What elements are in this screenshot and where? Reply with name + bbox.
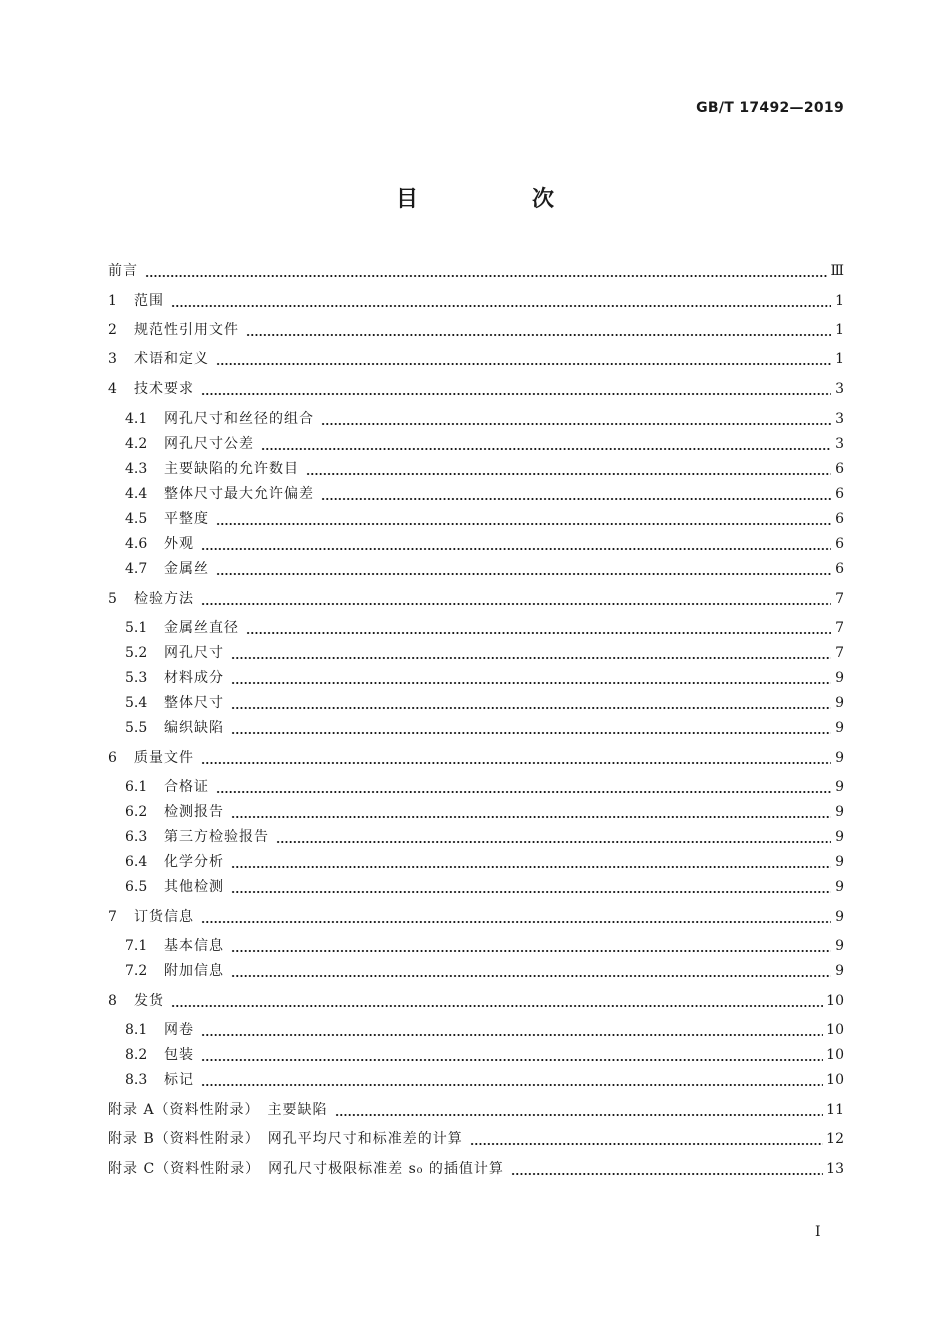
toc-entry-title: 检验方法 [134, 591, 194, 607]
toc-entry-page: 9 [835, 779, 844, 795]
dot-leader [216, 780, 831, 794]
toc-entry-page: 10 [826, 1072, 844, 1088]
toc-entry-number: 8 [108, 993, 117, 1009]
toc-entry-title: 基本信息 [164, 938, 224, 954]
toc-entry-title: 编织缺陷 [164, 720, 224, 736]
dot-leader [231, 805, 831, 819]
toc-entry-title: 发货 [134, 993, 164, 1009]
toc-entry-title: 网孔尺寸公差 [164, 436, 254, 452]
toc-entry-title: 术语和定义 [134, 351, 209, 367]
dot-leader [321, 412, 831, 426]
toc-entry[interactable] [125, 643, 844, 663]
toc-entry[interactable] [108, 261, 844, 281]
toc-entry-title: 外观 [164, 536, 194, 552]
toc-entry-number: 4.6 [125, 536, 148, 552]
dot-leader [231, 721, 831, 735]
toc-entry-title: 网卷 [164, 1022, 194, 1038]
toc-entry[interactable] [125, 534, 844, 554]
toc-entry-page: 9 [835, 804, 844, 820]
toc-entry-number: 5.5 [125, 720, 148, 736]
toc-entry-title: 附录 B（资料性附录） 网孔平均尺寸和标准差的计算 [108, 1131, 463, 1147]
toc-entry[interactable] [108, 907, 844, 927]
toc-entry-number: 8.3 [125, 1072, 148, 1088]
dot-leader [470, 1132, 823, 1146]
toc-entry-title: 平整度 [164, 511, 209, 527]
toc-entry-page: 3 [835, 411, 844, 427]
dot-leader [201, 537, 831, 551]
toc-entry[interactable] [125, 693, 844, 713]
toc-entry-number: 6 [108, 750, 117, 766]
dot-leader [231, 671, 831, 685]
toc-entry-page: 13 [826, 1161, 844, 1177]
dot-leader [231, 696, 831, 710]
toc-entry-number: 4 [108, 381, 117, 397]
toc-entry[interactable] [125, 877, 844, 897]
toc-entry[interactable] [125, 1045, 844, 1065]
toc-entry-page: 1 [835, 322, 844, 338]
toc-entry[interactable] [108, 1100, 844, 1120]
toc-entry[interactable] [125, 961, 844, 981]
toc-entry[interactable] [125, 668, 844, 688]
dot-leader [231, 646, 831, 660]
toc-entry-number: 4.5 [125, 511, 148, 527]
toc-entry-title: 订货信息 [134, 909, 194, 925]
dot-leader [321, 487, 831, 501]
toc-entry-number: 4.1 [125, 411, 148, 427]
dot-leader [335, 1103, 824, 1117]
toc-entry[interactable] [108, 349, 844, 369]
toc-entry[interactable] [125, 852, 844, 872]
dot-leader [201, 1073, 823, 1087]
dot-leader [201, 1023, 823, 1037]
page-number: I [815, 1224, 821, 1240]
toc-entry-title: 材料成分 [164, 670, 224, 686]
dot-leader [231, 880, 831, 894]
toc-entry-number: 5.3 [125, 670, 148, 686]
toc-entry-title: 附录 C（资料性附录） 网孔尺寸极限标准差 s₀ 的插值计算 [108, 1161, 504, 1177]
toc-entry-page: 10 [826, 1047, 844, 1063]
toc-entry-title: 主要缺陷的允许数目 [164, 461, 299, 477]
toc-entry[interactable] [125, 484, 844, 504]
toc-entry-page: 3 [835, 381, 844, 397]
toc-entry-page: 12 [826, 1131, 844, 1147]
dot-leader [201, 1048, 823, 1062]
toc-entry-page: 9 [835, 854, 844, 870]
toc-entry-title: 合格证 [164, 779, 209, 795]
toc-entry-page: 6 [835, 536, 844, 552]
toc-entry-page: 9 [835, 720, 844, 736]
dot-leader [145, 264, 827, 278]
toc-entry-number: 5.4 [125, 695, 148, 711]
toc-entry[interactable] [108, 1129, 844, 1149]
dot-leader [511, 1162, 823, 1176]
toc-entry[interactable] [108, 589, 844, 609]
toc-entry[interactable] [125, 618, 844, 638]
toc-entry-title: 化学分析 [164, 854, 224, 870]
toc-entry-number: 8.2 [125, 1047, 148, 1063]
toc-entry-number: 5.2 [125, 645, 148, 661]
dot-leader [216, 562, 831, 576]
toc-entry-page: 9 [835, 963, 844, 979]
toc-entry-number: 4.3 [125, 461, 148, 477]
toc-entry-page: 9 [835, 695, 844, 711]
toc-entry-title: 包装 [164, 1047, 194, 1063]
toc-entry-title: 金属丝直径 [164, 620, 239, 636]
toc-entry-page: 6 [835, 461, 844, 477]
toc-entry-number: 6.2 [125, 804, 148, 820]
toc-entry-title: 范围 [134, 293, 164, 309]
toc-entry-page: 10 [826, 993, 844, 1009]
toc-entry-number: 3 [108, 351, 117, 367]
toc-entry[interactable] [125, 802, 844, 822]
toc-entry-title: 附加信息 [164, 963, 224, 979]
toc-entry-number: 4.4 [125, 486, 148, 502]
toc-entry-number: 2 [108, 322, 117, 338]
toc-entry-page: 6 [835, 561, 844, 577]
dot-leader [231, 939, 831, 953]
toc-entry-page: 9 [835, 829, 844, 845]
toc-entry-number: 6.3 [125, 829, 148, 845]
toc-entry-number: 4.2 [125, 436, 148, 452]
dot-leader [246, 323, 831, 337]
toc-entry-number: 1 [108, 293, 117, 309]
toc-entry[interactable] [125, 936, 844, 956]
toc-entry-page: 11 [826, 1102, 844, 1118]
page-title: 目 次 [395, 187, 600, 212]
toc-entry[interactable] [125, 1070, 844, 1090]
toc-entry-page: 6 [835, 486, 844, 502]
toc-entry-page: 7 [835, 620, 844, 636]
table-of-contents [108, 0, 844, 1344]
toc-entry[interactable] [108, 748, 844, 768]
toc-entry-title: 前言 [108, 263, 138, 279]
toc-entry[interactable] [108, 320, 844, 340]
toc-entry-number: 7.2 [125, 963, 148, 979]
toc-entry[interactable] [125, 559, 844, 579]
toc-entry-title: 质量文件 [134, 750, 194, 766]
dot-leader [171, 994, 823, 1008]
toc-entry-title: 技术要求 [134, 381, 194, 397]
toc-entry[interactable] [108, 291, 844, 311]
toc-entry-page: 9 [835, 750, 844, 766]
dot-leader [246, 621, 831, 635]
toc-entry-title: 检测报告 [164, 804, 224, 820]
toc-entry-title: 第三方检验报告 [164, 829, 269, 845]
toc-entry[interactable] [125, 1020, 844, 1040]
dot-leader [201, 751, 831, 765]
toc-entry-page: 9 [835, 670, 844, 686]
dot-leader [231, 964, 831, 978]
toc-entry[interactable] [108, 379, 844, 399]
toc-entry[interactable] [125, 509, 844, 529]
toc-entry-title: 整体尺寸最大允许偏差 [164, 486, 314, 502]
toc-entry-page: 7 [835, 591, 844, 607]
dot-leader [201, 592, 831, 606]
toc-entry-title: 网孔尺寸和丝径的组合 [164, 411, 314, 427]
toc-entry-page: 10 [826, 1022, 844, 1038]
toc-entry[interactable] [125, 718, 844, 738]
toc-entry-title: 网孔尺寸 [164, 645, 224, 661]
dot-leader [171, 294, 831, 308]
toc-entry-number: 6.5 [125, 879, 148, 895]
toc-entry-page: 3 [835, 436, 844, 452]
dot-leader [261, 437, 831, 451]
toc-entry[interactable] [125, 409, 844, 429]
toc-entry-page: 6 [835, 511, 844, 527]
toc-entry-number: 5.1 [125, 620, 148, 636]
toc-entry-page: 1 [835, 293, 844, 309]
dot-leader [201, 382, 831, 396]
dot-leader [216, 512, 831, 526]
toc-entry-title: 标记 [164, 1072, 194, 1088]
toc-entry-title: 其他检测 [164, 879, 224, 895]
toc-entry[interactable] [125, 827, 844, 847]
toc-entry[interactable] [125, 459, 844, 479]
toc-entry-page: 7 [835, 645, 844, 661]
dot-leader [231, 855, 831, 869]
dot-leader [201, 910, 831, 924]
toc-entry-title: 整体尺寸 [164, 695, 224, 711]
toc-entry-title: 规范性引用文件 [134, 322, 239, 338]
dot-leader [216, 352, 831, 366]
toc-entry-page: 9 [835, 909, 844, 925]
dot-leader [276, 830, 831, 844]
standard-code: GB/T 17492—2019 [696, 100, 844, 116]
toc-entry-title: 附录 A（资料性附录） 主要缺陷 [108, 1102, 328, 1118]
toc-entry[interactable] [108, 1159, 844, 1179]
toc-entry-page: Ⅲ [830, 263, 844, 279]
toc-entry-number: 5 [108, 591, 117, 607]
toc-entry-number: 6.4 [125, 854, 148, 870]
toc-entry-page: 1 [835, 351, 844, 367]
toc-entry[interactable] [108, 991, 844, 1011]
toc-entry-number: 8.1 [125, 1022, 148, 1038]
dot-leader [306, 462, 831, 476]
toc-entry-number: 7 [108, 909, 117, 925]
toc-entry-number: 7.1 [125, 938, 148, 954]
toc-entry-number: 4.7 [125, 561, 148, 577]
toc-entry-number: 6.1 [125, 779, 148, 795]
toc-entry-title: 金属丝 [164, 561, 209, 577]
toc-entry-page: 9 [835, 879, 844, 895]
toc-entry-page: 9 [835, 938, 844, 954]
toc-entry[interactable] [125, 777, 844, 797]
toc-entry[interactable] [125, 434, 844, 454]
